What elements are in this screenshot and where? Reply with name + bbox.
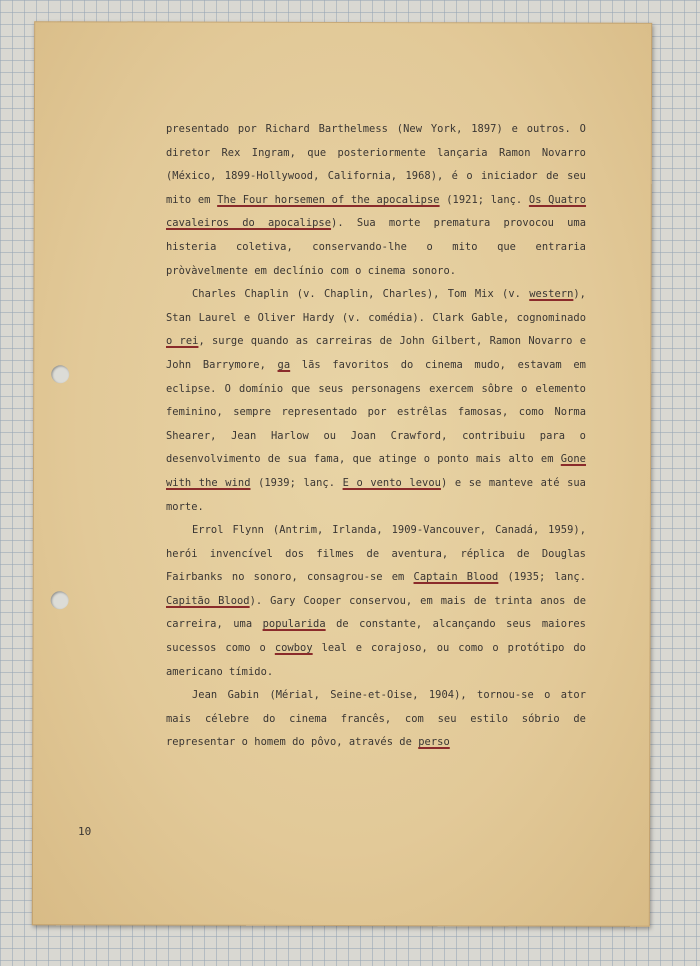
underlined-title: perso bbox=[418, 736, 450, 749]
text-run: Errol Flynn (Antrim, Irlanda, 1909-Vancouver, Canadá, 1959), herói invencível dos filmes de aventura, réplica de Douglas Fairbanks no sonoro, consagrou-se em bbox=[166, 524, 586, 584]
paragraph-chaplin-gable bbox=[166, 283, 586, 519]
text-run: de constante, alcançando seus maiores sucessos como o bbox=[166, 618, 586, 655]
text-run: ), Stan Laurel e Oliver Hardy (v. comédia). Clark Gable, cognominado bbox=[166, 288, 586, 324]
underlined-title: Gone with the wind bbox=[166, 453, 586, 489]
page-number: 10 bbox=[78, 825, 92, 838]
underlined-title: western bbox=[529, 288, 574, 301]
underlined-title: ga bbox=[277, 358, 291, 371]
body-text bbox=[166, 118, 586, 755]
underlined-title: Captain Blood bbox=[413, 571, 499, 584]
paragraph-gabin bbox=[166, 684, 586, 755]
paragraph-valentino-myth bbox=[166, 118, 586, 283]
underlined-title: popularida bbox=[262, 618, 326, 631]
underlined-title: o rei bbox=[166, 335, 199, 348]
text-run: (1921; lanç. bbox=[439, 193, 529, 206]
paragraph-flynn-cooper bbox=[166, 519, 586, 684]
text-run: leal e corajoso, ou como o protótipo do americano tímido. bbox=[166, 642, 586, 678]
text-run: (1935; lanç. bbox=[498, 571, 586, 584]
text-run: Jean Gabin (Mérial, Seine-et-Oise, 1904), tornou-se o ator mais célebre do cinema francês, com seu estilo sóbrio de representar o homem do pôvo, através de bbox=[166, 689, 586, 749]
underlined-title: Os Quatro cavaleiros do apocalipse bbox=[166, 193, 587, 230]
underlined-title: cowboy bbox=[274, 642, 313, 655]
text-run: presentado por Richard Barthelmess (New York, 1897) e outros. O diretor Rex Ingram, que posteriormente lançaria Ramon Novarro (México, 1899-Hollywood, California, 1968), é o iniciador de seu mito em bbox=[166, 123, 586, 206]
punch-hole-top bbox=[51, 365, 69, 383]
underlined-title: The Four horsemen of the apocalipse bbox=[217, 193, 440, 206]
text-run: , surge quando as carreiras de John Gilbert, Ramon Novarro e John Barrymore, bbox=[166, 335, 586, 371]
text-run: ) e se manteve até sua morte. bbox=[166, 476, 586, 513]
text-run: lãs favoritos do cinema mudo, estavam em eclipse. O domínio que seus personagens exercem sôbre o elemento feminino, sempre representado por estrêlas famosas, como Norma Shearer, Jean Harlow ou Joan Crawford, contribuiu para o desenvolvimento de sua fama, que atinge o ponto mais alto em bbox=[166, 358, 586, 466]
text-run: (1939; lanç. bbox=[250, 476, 343, 489]
underlined-title: E o vento levou bbox=[342, 476, 441, 489]
text-run: ). Gary Cooper conservou, em mais de trinta anos de carreira, uma bbox=[166, 594, 586, 631]
text-run: Charles Chaplin (v. Chaplin, Charles), Tom Mix (v. bbox=[192, 288, 530, 301]
text-run: ). Sua morte prematura provocou uma histeria coletiva, conservando-lhe o mito que entraria pròvàvelmente em declínio com o cinema sonoro. bbox=[166, 217, 586, 277]
punch-hole-bottom bbox=[51, 591, 69, 609]
underlined-title: Capitão Blood bbox=[166, 594, 250, 607]
